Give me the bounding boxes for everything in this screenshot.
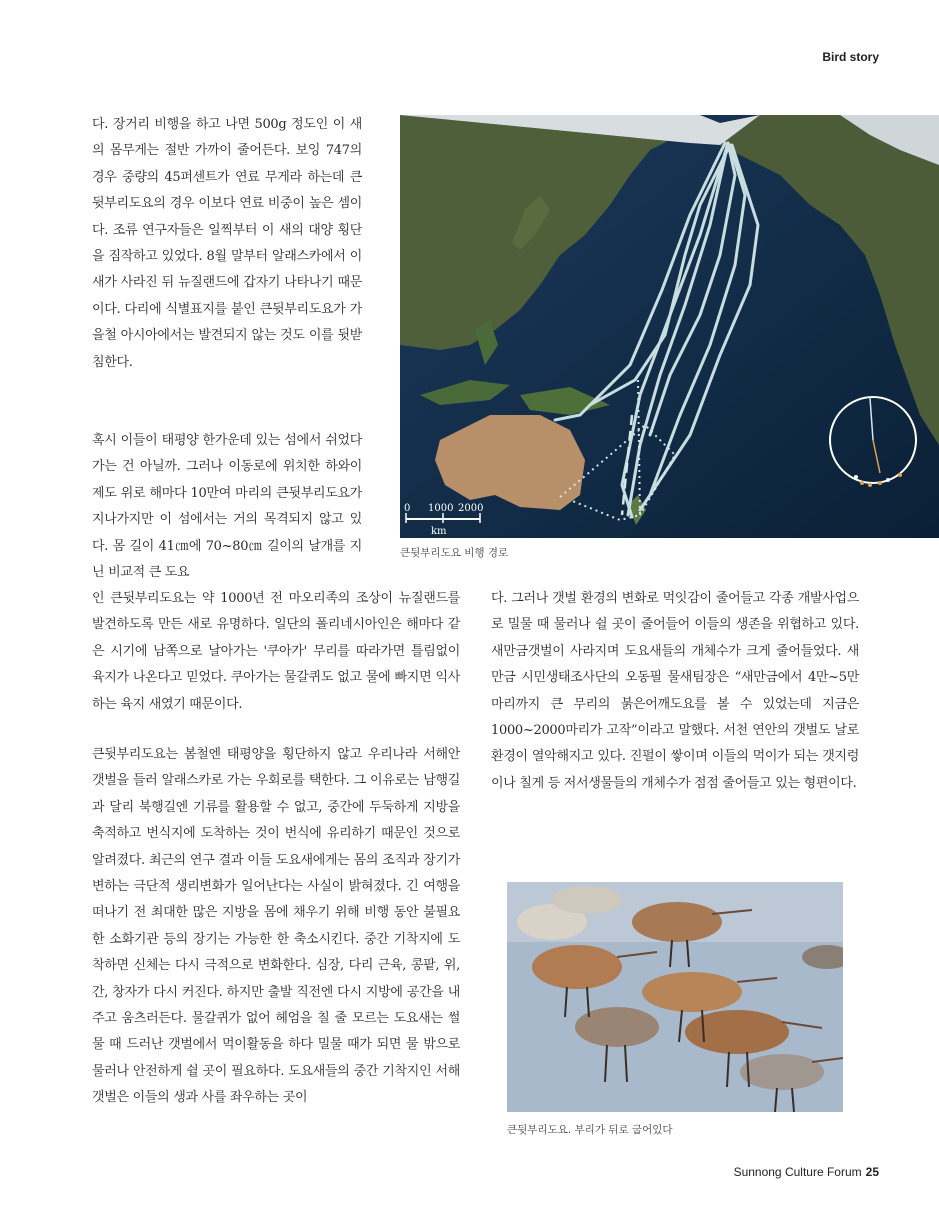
bird-body xyxy=(642,972,742,1012)
page-number: 25 xyxy=(865,1165,879,1179)
body-paragraph-left-2: 혹시 이들이 태평양 한가운데 있는 섬에서 쉬었다 가는 건 아닐까. 그러나 이동로에 위치한 하와이제도 위로 해마다 10만여 마리의 큰뒷부리도요가 지나가지만 이 섬에서는 거의 목격되지 않고 있다. 몸 길이 41㎝에 70~80㎝ 길이의 날개를 지닌 비교적 큰 도요 xyxy=(92,433,362,581)
section-header: Bird story xyxy=(822,50,879,64)
scale-unit: km xyxy=(431,526,447,537)
map-caption: 큰뒷부리도요 비행 경로 xyxy=(400,547,509,559)
flight-route-map xyxy=(400,115,939,538)
bird-body xyxy=(685,1010,789,1054)
photo-caption: 큰뒷부리도요. 부리가 뒤로 굽어있다 xyxy=(507,1124,673,1136)
page-footer xyxy=(734,1165,879,1179)
bird-body xyxy=(575,1007,659,1047)
photo-graphic xyxy=(507,882,843,1112)
scale-label-0: 0 xyxy=(404,503,411,514)
publication-name: Sunnong Culture Forum xyxy=(733,1165,862,1179)
bird-body xyxy=(552,886,622,914)
body-paragraph-right-1: 다. 그러나 갯벌 환경의 변화로 먹잇감이 줄어들고 각종 개발사업으로 밀물 때 물러나 쉴 곳이 줄어들어 이들의 생존을 위협하고 있다. 새만금갯벌이 사라지며 도요새들의 개체수가 크게 줄어들었다. 새만금 시민생태조사단의 오동필 물새팀장은 “새만금에서 4만~5만마리까지 큰 무리의 붉은어깨도요를 볼 수 있었는데 지금은 1000~2000마리가 고작”이라고 말했다. 서천 연안의 갯벌도 날로 환경이 열악해지고 있다. 진펄이 쌓이며 이들의 먹이가 되는 갯지렁이나 칠게 등 저서생물들의 개체수가 점점 줄어들고 있는 형편이다. xyxy=(491,591,859,791)
bird-body xyxy=(632,902,722,942)
scale-label-2000: 2000 xyxy=(458,503,484,514)
body-paragraph-left-3: 인 큰뒷부리도요는 약 1000년 전 마오리족의 조상이 뉴질랜드를 발견하도록 만든 새로 유명하다. 일단의 폴리네시아인은 해마다 같은 시기에 남쪽으로 날아가는 '쿠아가' 무리를 따라가면 틀림없이 육지가 나온다고 믿었다. 쿠아가는 물갈퀴도 없고 물에 빠지면 익사하는 육지 새였기 때문이다. xyxy=(92,591,460,712)
body-paragraph-left-4: 큰뒷부리도요는 봄철엔 태평양을 횡단하지 않고 우리나라 서해안 갯벌을 들러 알래스카로 가는 우회로를 택한다. 그 이유로는 남행길과 달리 북행길엔 기류를 활용할 수 없고, 중간에 두둑하게 지방을 축적하고 번식지에 도착하는 것이 번식에 유리하기 때문인 것으로 알려졌다. 최근의 연구 결과 이들 도요새에게는 몸의 조직과 장기가 변하는 극단적 생리변화가 일어난다는 사실이 밝혀졌다. 긴 여행을 떠나기 전 최대한 많은 지방을 몸에 채우기 위해 비행 동안 불필요한 소화기관 등의 장기는 가능한 한 축소시킨다. 중간 기착지에 도착하면 신체는 다시 극적으로 변화한다. 심장, 다리 근육, 콩팥, 위, 간, 창자가 다시 커진다. 하지만 출발 직전엔 다시 지방에 공간을 내주고 움츠러든다. 물갈퀴가 없어 헤엄을 칠 줄 모르는 도요새는 썰물 때 드러난 갯벌에서 먹이활동을 하다 밀물 때가 되면 물 밖으로 물러나 안전하게 쉴 곳이 필요하다. 도요새들의 중간 기착지인 서해갯벌은 이들의 생과 사를 좌우하는 곳이 xyxy=(92,747,460,1106)
bird-body xyxy=(532,945,622,989)
godwit-photo xyxy=(507,882,843,1112)
bird-body xyxy=(740,1054,824,1090)
scale-label-1000: 1000 xyxy=(428,503,454,514)
map-graphic xyxy=(400,115,939,538)
body-paragraph-left-1: 다. 장거리 비행을 하고 나면 500g 정도인 이 새의 몸무게는 절반 가까이 줄어든다. 보잉 747의 경우 중량의 45퍼센트가 연료 무게라 하는데 큰뒷부리도요의 경우 이보다 연료 비중이 높은 셈이다. 조류 연구자들은 일찍부터 이 새의 대양 횡단을 짐작하고 있었다. 8월 말부터 알래스카에서 이 새가 사라진 뒤 뉴질랜드에 갑자기 나타나기 때문이다. 다리에 식별표지를 붙인 큰뒷부리도요가 가을철 아시아에서는 발견되지 않는 것도 이를 뒷받침한다. xyxy=(92,117,362,370)
